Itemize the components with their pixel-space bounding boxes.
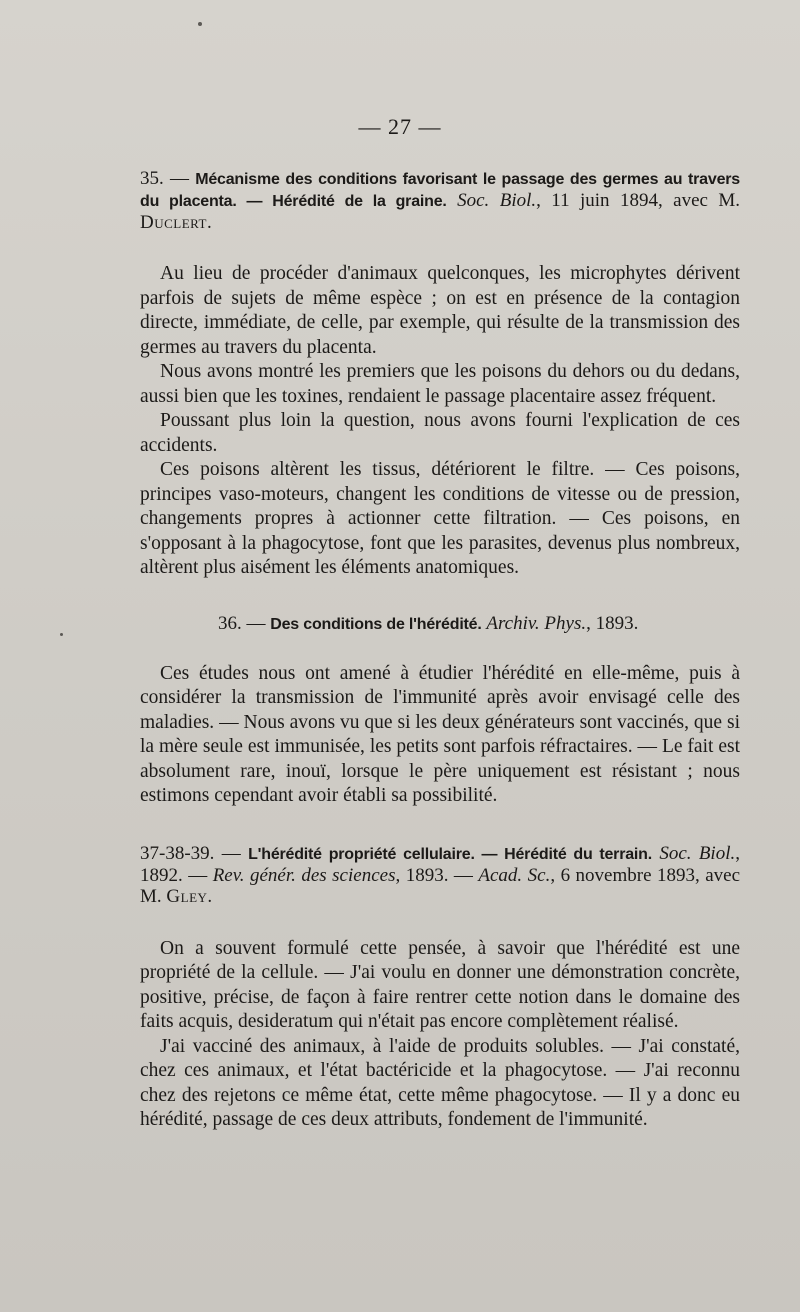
entry-heading-37-39 <box>140 843 740 907</box>
paragraph: Ces poisons altèrent les tissus, détériorent le filtre. — Ces poisons, principes vaso-moteurs, changent les conditions de vitesse ou de pression, changements propres à actionner cette filtration. — Ces poisons, en s'opposant à la phagocytose, font que les parasites, devenus plus nombreux, altèrent plus aisément les éléments anatomiques. <box>140 459 740 578</box>
ink-speck <box>198 22 202 26</box>
entry-coauthor: Duclert <box>140 212 207 233</box>
entry-number: 36. — <box>218 612 271 634</box>
entry-journal: Acad. Sc. <box>478 864 551 886</box>
entry-date: , 11 juin 1894, avec M. <box>536 190 741 211</box>
entry-title: Des conditions de l'hérédité. <box>270 615 482 633</box>
paragraph: Poussant plus loin la question, nous avons fourni l'explication de ces accidents. <box>140 410 740 456</box>
paragraph: J'ai vacciné des animaux, à l'aide de produits solubles. — J'ai constaté, chez ces animaux, et l'état bactéricide et la phagocytose. — J'ai reconnu chez des rejetons ce même état, cette même phagocytose. — Il y a donc eu hérédité, passage de ces deux attributs, fondement de l'immunité. <box>140 1035 740 1130</box>
entry-heading-35 <box>140 168 740 233</box>
entry-journal: Soc. Biol. <box>457 190 537 211</box>
entry-title: Mécanisme des conditions favorisant le passage des germes au travers du placenta. — Hérédité de la graine. <box>140 171 740 210</box>
entry-coauthor: Gley <box>166 885 208 907</box>
entry-journal: Archiv. Phys. <box>486 612 587 634</box>
paragraph: On a souvent formulé cette pensée, à savoir que l'hérédité est une propriété de la cellule. — J'ai voulu en donner une démonstration concrète, positive, précise, de façon à faire rentrer cette notion dans le domaine des faits acquis, desideratum qui n'était pas encore complètement réalisé. <box>140 937 740 1032</box>
entry-journal: Rev. génér. des sciences <box>212 864 396 886</box>
entry-heading-36 <box>140 613 740 635</box>
paragraph: Au lieu de procéder d'animaux quelconques, les microphytes dérivent parfois de sujets de même espèce ; on est en présence de la contagion directe, immédiate, de celle, par exemple, qui résulte de la transmission des germes au travers du placenta. <box>140 263 740 358</box>
entry-number: 37-38-39. — <box>140 842 249 864</box>
entry-date: , 1893. — <box>395 864 479 886</box>
page-number: — 27 — <box>358 114 442 139</box>
entry-journal: Soc. Biol. <box>659 842 736 864</box>
paragraph: Ces études nous ont amené à étudier l'hérédité en elle-même, puis à considérer la transmission de l'immunité après avoir envisagé celle des maladies. — Nous avons vu que si les deux générateurs sont vaccinés, que si la mère seule est immunisée, les petits sont parfois réfractaires. — Le fait est absolument rare, inouï, lorsque le père uniquement est résistant ; nous estimons cependant avoir établi sa possibilité. <box>140 662 740 806</box>
entry-number: 35. — <box>140 168 196 189</box>
entry-title: L'hérédité propriété cellulaire. — Hérédité du terrain. <box>248 845 652 863</box>
ink-speck <box>60 633 63 636</box>
entry-ref-end: . <box>207 885 213 907</box>
entry-date: , 1893. <box>586 612 639 634</box>
entry-ref-end: . <box>207 212 212 233</box>
entry-date: , 6 novembre 1893, avec M. <box>140 864 741 907</box>
entry-date: , 1892. — <box>140 842 740 886</box>
paragraph: Nous avons montré les premiers que les poisons du dehors ou du dedans, aussi bien que les toxines, rendaient le passage placentaire assez fréquent. <box>140 361 740 407</box>
text-column <box>140 168 740 1133</box>
